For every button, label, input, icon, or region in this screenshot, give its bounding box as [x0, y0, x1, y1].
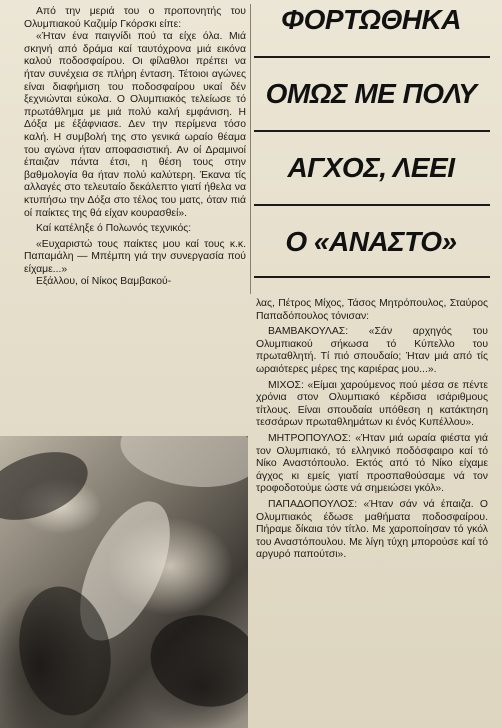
headline-rule-1 [254, 56, 490, 58]
headline-rule-3 [254, 204, 490, 206]
headline-line-4: Ο «ΑΝΑΣΤΟ» [285, 226, 457, 257]
column-divider [250, 4, 251, 294]
headline-line-1: ΦΟΡΤΩΘΗΚΑ [281, 4, 461, 35]
headline-rule-2 [254, 130, 490, 132]
headline-line-2: ΟΜΩΣ ΜΕ ΠΟΛΥ [265, 78, 477, 109]
quote-text-vamvakoulas: «Σάν αρχηγός του Ολυμπιακού σήκωσα τό Κύπελλο του πρωταθλητή. Τί πιό σπουδαίο; Ήταν μιά από τίς ωραιότερες μέρες της καριέρας μου...». [256, 326, 488, 375]
intro-paragraph: Από την μεριά του ο προπονητής του Ολυμπιακού Καζιμίρ Γκόρσκι είπε: [24, 6, 246, 30]
players-intro-start: Εξάλλου, οί Νίκος Βαμβακού- [36, 276, 172, 288]
news-photo [0, 436, 248, 728]
quote-text-mitropoulos: «Ήταν μιά ωραία φιέστα γιά τον Ολυμπιακό, τό ελληνικό ποδόσφαιρο καί τό Νίκο Αναστόπουλο. Εκτός από τό Νίκο είχαμε άγχος κι εμείς γιατί προσπαθούσαμε νά τον τροφοδοτούμε ώστε νά σημειώσει γκόλ». [256, 432, 488, 495]
headline-rule-4 [254, 276, 490, 278]
quote-vamvakoulas [256, 326, 488, 376]
speaker-mitropoulos: ΜΗΤΡΟΠΟΥΛΟΣ: [268, 432, 352, 444]
article-column-left [24, 6, 246, 289]
quote-michos [256, 380, 488, 430]
transition-paragraph: Καί κατέληξε ό Πολωνός τεχνικός: [36, 223, 192, 235]
speaker-vamvakoulas: ΒΑΜΒΑΚΟΥΛΑΣ: [268, 326, 349, 338]
quote-papadopoulos [256, 499, 488, 562]
players-intro-continued: λας, Πέτρος Μίχος, Τάσος Μητρόπουλος, Σταύρος Παπαδόπουλος τόνισαν: [256, 298, 488, 322]
speaker-michos: ΜΙΧΟΣ: [268, 379, 304, 391]
gorski-thanks-quote: «Ευχαριστώ τους παίκτες μου καί τους κ.κ. Παπαμάλη — Μπέμπη γιά την συνεργασία πού είχαμε...» [24, 238, 246, 275]
article-column-right [256, 298, 488, 562]
speaker-papadopoulos: ΠΑΠΑΔΟΠΟΥΛΟΣ: [268, 498, 358, 510]
quote-mitropoulos [256, 433, 488, 496]
headline-line-3: ΑΓΧΟΣ, ΛΕΕΙ [287, 152, 455, 183]
gorski-quote: «Ήταν ένα παιγνίδι πού τα είχε όλα. Μιά σκηνή από δράμα καί ταυτόχρονα μιά εικόνα καλού ποδοσφαίρου. Οι φίλαθλοι πρέπει να ήταν συνέχεια σε πλήρη ένταση. Τέτοιοι αγώνες είναι διαφήμιση του ποδοσφαίρου υκαί δέν ξεχνιώνται εύκολα. Ο Ολυμπιακός τελείωσε τό πρωτάθλημα με μιά πολύ καλή εμφάνιση. Η Δόξα με έξάφνιασε. Δεν την περίμενα τόσο καλή. Η συμβολή της στο γενικά ωραίο θέαμα του αγώνα ήταν αποφασιστική. Αν οί Δραμινοί έπαιζαν πάντα έτσι, η θέση τους στην βαθμολογία θα ήταν πολύ καλύτερη. Έκανα τίς αλλαγές στο τελευταίο δεκάλεπτο γιατί ήθελα να κτυπήσω την Δόξα στο τέλος του ματς, όταν πιά οί παίκτες της θά είχαν κουρασθεί». [24, 31, 246, 219]
quote-text-michos: «Είμαι χαρούμενος πού μέσα σε πέντε χρόνια στον Ολυμπιακό κέρδισα ισάριθμους τίτλους. Είναι σπουδαία υπόθεση η κατάκτηση τεσσάρων πρωταθλημάτων κι ένός Κυπέλλου». [256, 379, 488, 429]
quote-text-papadopoulos: «Ήταν σάν νά έπαιζα. Ο Ολυμπιακός έδωσε μαθήματα ποδοσφαίρου. Πήραμε δίκαια τόν τίτλο. Με χαροποίησαν τό γκόλ του Αναστόπουλου. Με λίγη τύχη μπορούσε καί τό αργυρό παπούτσι». [256, 498, 489, 561]
